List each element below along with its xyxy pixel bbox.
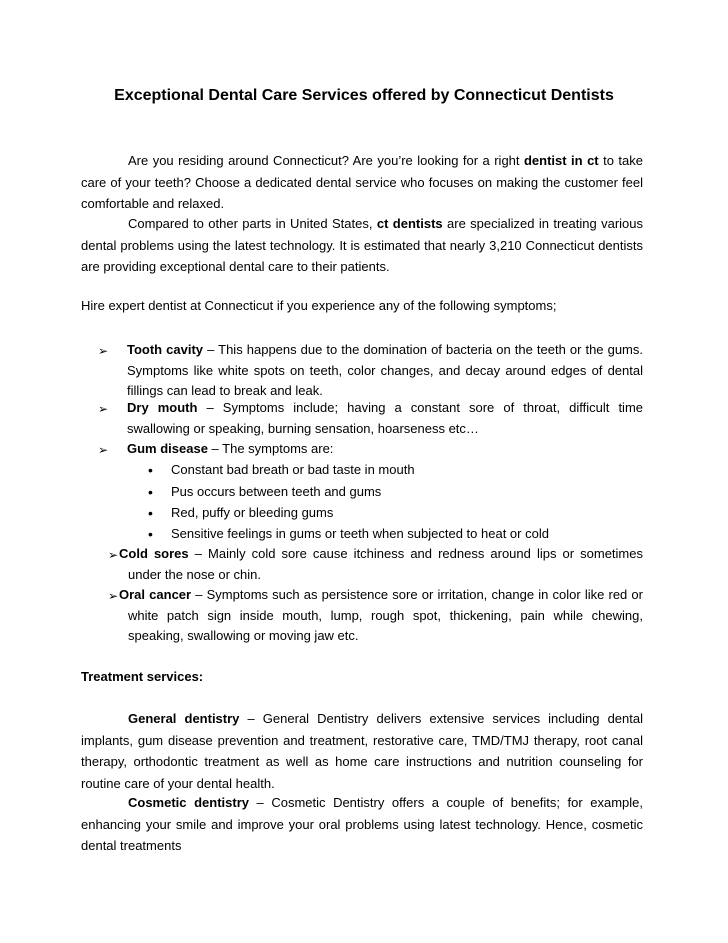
hire-line: Hire expert dentist at Connecticut if you experience any of the following symptoms; [81,298,557,313]
arrow-bullet-icon: ➢ [98,443,109,457]
bullet-dot-icon: • [148,484,153,500]
cosmetic-dentistry-paragraph: Cosmetic dentistry – Cosmetic Dentistry offers a couple of benefits; for example, enhancing your smile and improve your oral problems using latest technology. Hence, cosmetic dental treatments [81,795,643,853]
symptom-tooth-cavity: Tooth cavity – This happens due to the domination of bacteria on the teeth or the gums. Symptoms like white spots on teeth, color changes, and decay around edges of dental fillings can lead to break and leak. [127,342,643,399]
gum-symptom-item: Pus occurs between teeth and gums [171,484,382,499]
page-title: Exceptional Dental Care Services offered by Connecticut Dentists [114,87,614,104]
gum-symptom-item: Sensitive feelings in gums or teeth when subjected to heat or cold [171,526,549,541]
bullet-dot-icon: • [148,526,153,542]
symptom-cold-sores: Cold sores – Mainly cold sore cause itchiness and redness around lips or sometimes under the nose or chin. [119,546,643,582]
arrow-bullet-icon: ➢ [108,548,119,562]
gum-symptom-item: Red, puffy or bleeding gums [171,505,334,520]
gum-symptom-item: Constant bad breath or bad taste in mouth [171,462,415,477]
bullet-dot-icon: • [148,462,153,478]
keyword-ct-dentists: ct dentists [376,216,443,231]
intro-paragraph-2: Compared to other parts in United States, ct dentists are specialized in treating various dental problems using the latest technology. It is estimated that nearly 3,210 Connecticut dentists are providing exceptional dental care to their patients. [81,216,643,274]
symptom-dry-mouth: Dry mouth – Symptoms include; having a constant sore of throat, difficult time swallowing or speaking, burning sensation, hoarseness etc… [127,400,644,436]
treatment-heading: Treatment services: [81,669,204,684]
intro-paragraph-1: Are you residing around Connecticut? Are you’re looking for a right dentist in ct to take care of your teeth? Choose a dedicated dental service who focuses on making the customer feel comfortable and relaxed. [81,153,643,211]
arrow-bullet-icon: ➢ [98,402,109,416]
general-dentistry-paragraph: General dentistry – General Dentistry delivers extensive services including dental implants, gum disease prevention and treatment, restorative care, TMD/TMJ therapy, root canal therapy, orthodontic treatment as well as home care instructions and nutrition counseling for routine care of your dental health. [81,711,643,791]
keyword-dentist-in-ct: dentist in ct [523,153,599,168]
bullet-dot-icon: • [148,505,153,521]
symptom-oral-cancer: Oral cancer – Symptoms such as persistence sore or irritation, change in color like red or white patch sign inside mouth, lump, rough spot, thickening, pain while chewing, speaking, swallowing or moving jaw etc. [119,587,643,644]
symptom-gum-disease: Gum disease – The symptoms are: [127,441,334,456]
arrow-bullet-icon: ➢ [98,344,109,358]
arrow-bullet-icon: ➢ [108,589,119,603]
